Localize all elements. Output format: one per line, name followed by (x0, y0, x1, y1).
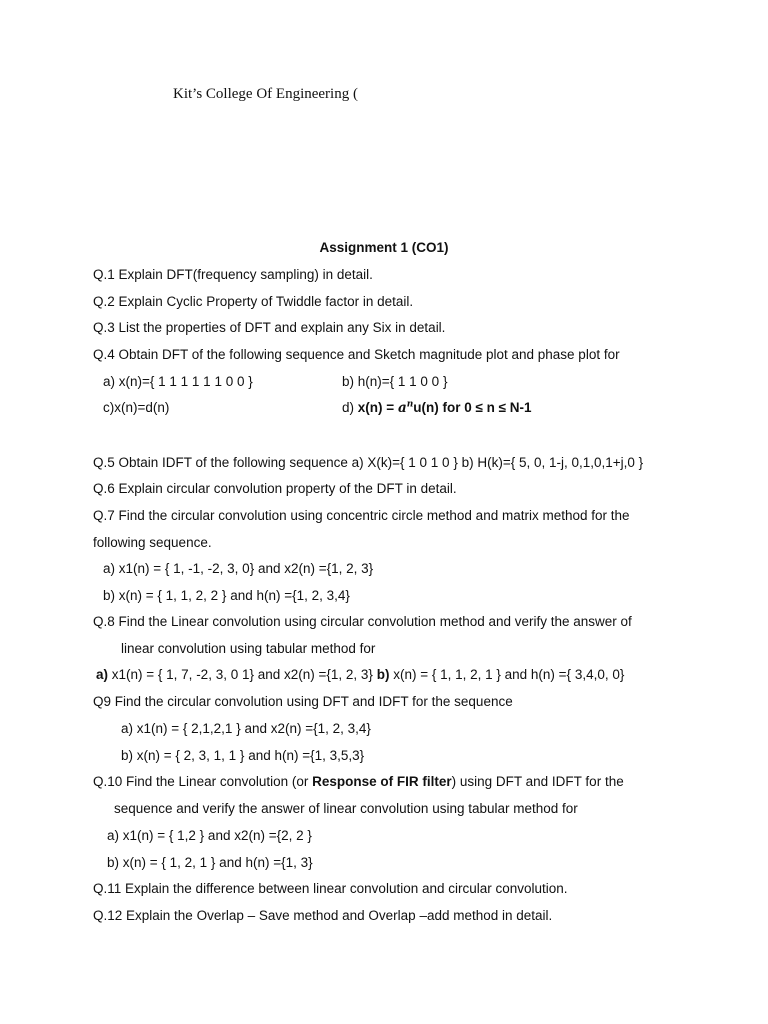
part-d-exponent: n (406, 399, 414, 410)
question-8-line-2: linear convolution using tabular method for (121, 641, 376, 656)
question-10-line-1 (93, 774, 624, 790)
part-d-lhs: x(n) = (357, 400, 395, 415)
question-11: Q.11 Explain the difference between linear convolution and circular convolution. (93, 881, 568, 896)
question-4-part-b: b) h(n)={ 1 1 0 0 } (342, 374, 448, 389)
college-name: Kit’s College Of Engineering ( (173, 86, 358, 102)
part-d-rest: u(n) for 0 ≤ n ≤ N-1 (413, 400, 532, 415)
part-b-label: b) (376, 667, 390, 682)
question-5: Q.5 Obtain IDFT of the following sequence a) X(k)={ 1 0 1 0 } b) H(k)={ 5, 0, 1-j, 0,1,0,1+j,0 } (93, 455, 644, 470)
question-3: Q.3 List the properties of DFT and explain any Six in detail. (93, 320, 446, 335)
question-4-part-c: c)x(n)=d(n) (103, 400, 170, 415)
part-d-base: a (397, 400, 407, 416)
q10-text-a: Q.10 Find the Linear convolution (or (93, 774, 313, 789)
question-8-line-1: Q.8 Find the Linear convolution using circular convolution method and verify the answer of (93, 614, 632, 629)
part-b-text: x(n) = { 1, 1, 2, 1 } and h(n) ={ 3,4,0, 0} (389, 667, 625, 682)
question-6: Q.6 Explain circular convolution property of the DFT in detail. (93, 481, 457, 496)
q10-text-c: ) using DFT and IDFT for the (451, 774, 624, 789)
question-8-parts (96, 667, 624, 683)
question-7-part-b: b) x(n) = { 1, 1, 2, 2 } and h(n) ={1, 2, 3,4} (103, 588, 350, 603)
question-4: Q.4 Obtain DFT of the following sequence and Sketch magnitude plot and phase plot for (93, 347, 620, 362)
question-12: Q.12 Explain the Overlap – Save method and Overlap –add method in detail. (93, 908, 553, 923)
q10-text-bold: Response of FIR filter (312, 774, 452, 789)
question-9-part-b: b) x(n) = { 2, 3, 1, 1 } and h(n) ={1, 3,5,3} (121, 748, 365, 763)
part-d-label: d) (342, 400, 355, 415)
question-4-part-a: a) x(n)={ 1 1 1 1 1 1 0 0 } (103, 374, 253, 389)
part-a-text: x1(n) = { 1, 7, -2, 3, 0 1} and x2(n) ={1, 2, 3} (108, 667, 377, 682)
question-7-part-a: a) x1(n) = { 1, -1, -2, 3, 0} and x2(n) ={1, 2, 3} (103, 561, 374, 576)
assignment-title: Assignment 1 (CO1) (319, 240, 449, 255)
question-4-part-d (342, 400, 532, 416)
question-9: Q9 Find the circular convolution using DFT and IDFT for the sequence (93, 694, 513, 709)
question-7-line-2: following sequence. (93, 535, 212, 550)
question-10-part-a: a) x1(n) = { 1,2 } and x2(n) ={2, 2 } (107, 828, 312, 843)
question-2: Q.2 Explain Cyclic Property of Twiddle factor in detail. (93, 294, 414, 309)
part-a-label: a) (96, 667, 109, 682)
question-9-part-a: a) x1(n) = { 2,1,2,1 } and x2(n) ={1, 2, 3,4} (121, 721, 371, 736)
question-10-part-b: b) x(n) = { 1, 2, 1 } and h(n) ={1, 3} (107, 855, 313, 870)
question-10-line-2: sequence and verify the answer of linear convolution using tabular method for (114, 801, 578, 816)
question-1: Q.1 Explain DFT(frequency sampling) in detail. (93, 267, 373, 282)
question-7-line-1: Q.7 Find the circular convolution using concentric circle method and matrix method for the (93, 508, 630, 523)
